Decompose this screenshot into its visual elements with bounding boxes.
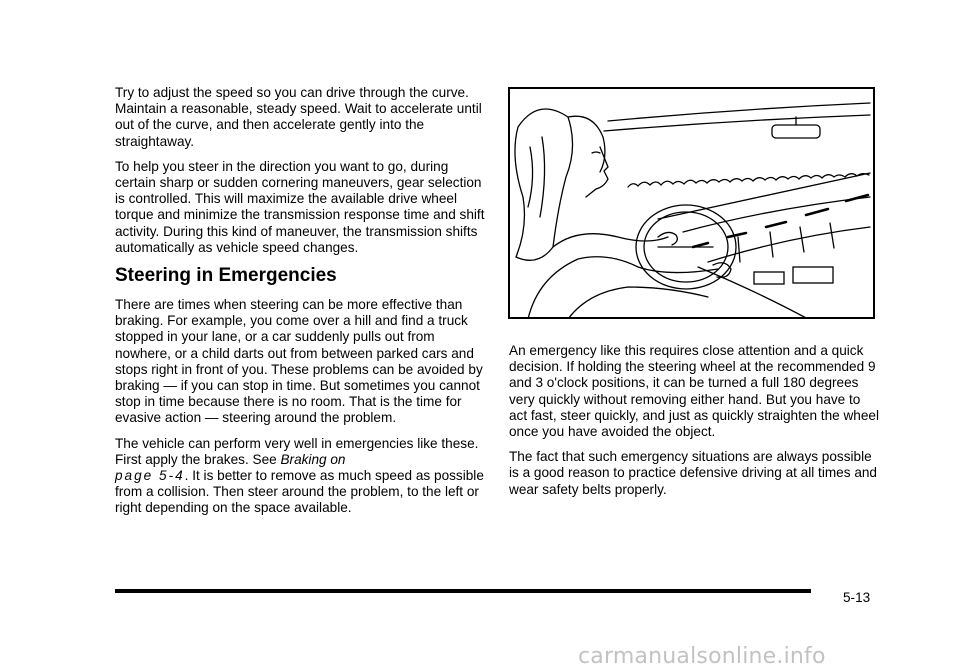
paragraph-curve-speed: Try to adjust the speed so you can drive through the curve. Maintain a reasonable, steady speed. Wait to accelerate until out of the curve, and then accelerate gently into the straightaway. xyxy=(115,85,482,149)
right-column xyxy=(509,343,881,507)
driver-illustration xyxy=(508,87,875,319)
left-column xyxy=(115,85,487,526)
paragraph-steering-vs-braking: There are times when steering can be more effective than braking. For example, you come over a hill and find a truck stopped in your lane, or a car suddenly pulls out from nowhere, or a child darts out from between parked cars and stops right in front of you. These problems can be avoided by braking — if you can stop in time. But sometimes you cannot stop in time because there is no room. That is the time for evasive action — steering around the problem. xyxy=(115,297,483,426)
p4-text-after: . It is better to remove as much speed as possible from a collision. Then steer around the problem, to the left or right depending on the space available. xyxy=(115,468,484,516)
section-heading: Steering in Emergencies xyxy=(115,265,337,287)
paragraph-emergency-decision: An emergency like this requires close attention and a quick decision. If holding the steering wheel at the recommended 9 and 3 o'clock positions, it can be turned a full 180 degrees very quickly without removing either hand. But you have to act fast, steer quickly, and just as quickly straighten the wheel once you have avoided the object. xyxy=(509,343,879,440)
watermark: carmanualsonline.info xyxy=(578,644,826,669)
p4-text-before: The vehicle can perform very well in emergencies like these. First apply the brakes. See xyxy=(115,435,479,467)
page-xref-link[interactable]: page 5-4 xyxy=(115,468,185,484)
footer-rule xyxy=(115,589,811,593)
page-number: 5-13 xyxy=(843,590,871,605)
paragraph-emergency-braking xyxy=(115,436,487,517)
paragraph-defensive-driving: The fact that such emergency situations are always possible is a good reason to practice defensive driving at all times and wear safety belts properly. xyxy=(509,449,877,497)
braking-xref-link[interactable]: Braking on xyxy=(280,451,346,467)
paragraph-gear-selection: To help you steer in the direction you want to go, during certain sharp or sudden cornering maneuvers, gear selection is controlled. This will maximize the available drive wheel torque and minimize the transmission response time and shift activity. During this kind of maneuver, the transmission shifts automatically as vehicle speed changes. xyxy=(115,158,485,255)
